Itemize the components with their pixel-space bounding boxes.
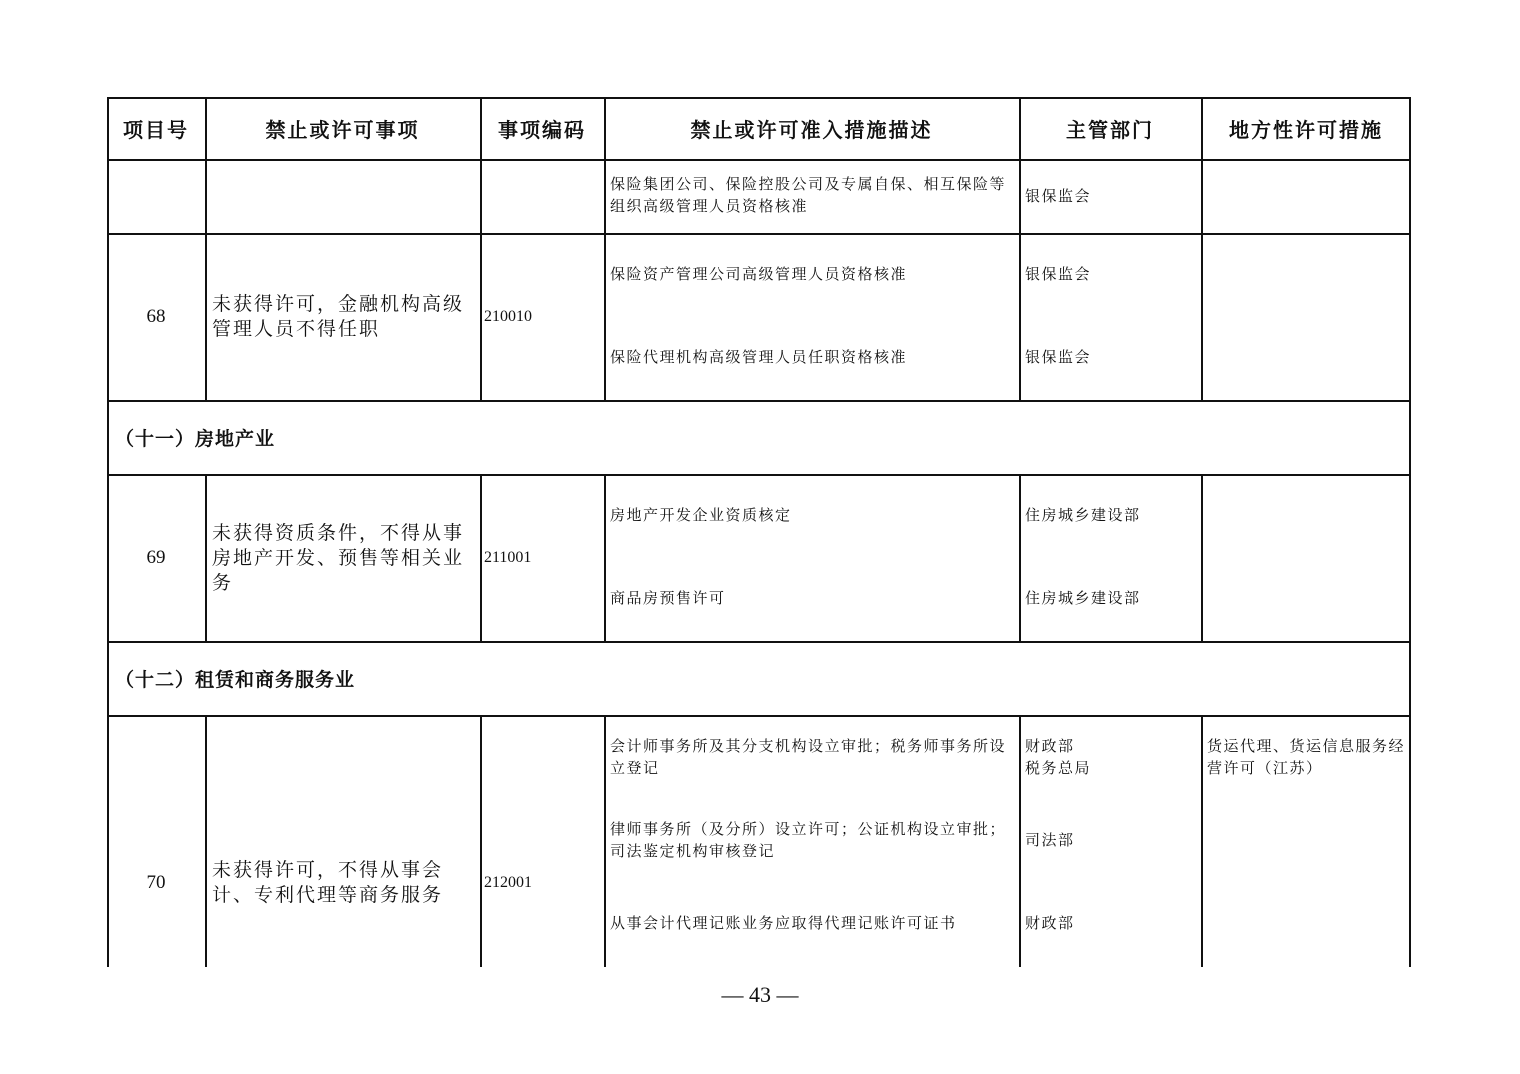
measure-description: 从事会计代理记账业务应取得代理记账许可证书: [610, 914, 957, 932]
header-item: 禁止或许可事项: [265, 117, 420, 142]
department-name: 银保监会: [1025, 265, 1092, 283]
department-name: 住房城乡建设部: [1025, 506, 1141, 524]
measure-description: 会计师事务所及其分支机构设立审批；税务师事务所设立登记: [610, 737, 1007, 777]
header-local-measure: 地方性许可措施: [1229, 117, 1383, 142]
project-number: 70: [146, 871, 166, 893]
item-text: 未获得许可，不得从事会计、专利代理等商务服务: [212, 858, 444, 906]
department-name: 银保监会: [1025, 187, 1092, 205]
section-heading: （十二）租赁和商务服务业: [115, 669, 356, 691]
measure-description: 律师事务所（及分所）设立许可；公证机构设立审批；司法鉴定机构审核登记: [610, 820, 1007, 860]
header-department: 主管部门: [1066, 117, 1154, 142]
measure-description: 商品房预售许可: [610, 589, 726, 607]
header-project-number: 项目号: [123, 117, 189, 142]
table-rule: [107, 159, 1411, 161]
header-description: 禁止或许可准入措施描述: [690, 117, 933, 142]
project-number: 68: [146, 306, 166, 327]
page-number: — 43 —: [721, 982, 799, 1007]
department-name: 税务总局: [1025, 759, 1092, 777]
measure-description: 保险代理机构高级管理人员任职资格核准: [610, 348, 908, 366]
table-rule: [1019, 474, 1021, 642]
header-code: 事项编码: [498, 117, 586, 142]
department-name: 司法部: [1025, 831, 1075, 849]
department-name: 财政部: [1025, 737, 1075, 755]
measure-description: 保险集团公司、保险控股公司及专属自保、相互保险等组织高级管理人员资格核准: [610, 175, 1007, 215]
item-code: 212001: [484, 873, 532, 891]
item-text: 未获得资质条件，不得从事房地产开发、预售等相关业务: [212, 521, 465, 594]
permit-table: [107, 97, 1411, 967]
item-text: 未获得许可，金融机构高级管理人员不得任职: [212, 293, 465, 340]
item-code: 210010: [484, 308, 532, 325]
table-rule: [604, 474, 606, 642]
measure-description: 房地产开发企业资质核定: [610, 506, 792, 524]
project-number: 69: [146, 547, 166, 568]
department-name: 银保监会: [1025, 348, 1092, 366]
table-rule: [1409, 97, 1411, 967]
department-name: 财政部: [1025, 914, 1075, 932]
item-code: 211001: [484, 549, 532, 566]
section-heading: （十一）房地产业: [115, 428, 276, 450]
local-measure: 货运代理、货运信息服务经营许可（江苏）: [1207, 737, 1406, 777]
department-name: 住房城乡建设部: [1025, 589, 1141, 607]
measure-description: 保险资产管理公司高级管理人员资格核准: [610, 265, 908, 283]
table-rule: [1201, 474, 1203, 642]
